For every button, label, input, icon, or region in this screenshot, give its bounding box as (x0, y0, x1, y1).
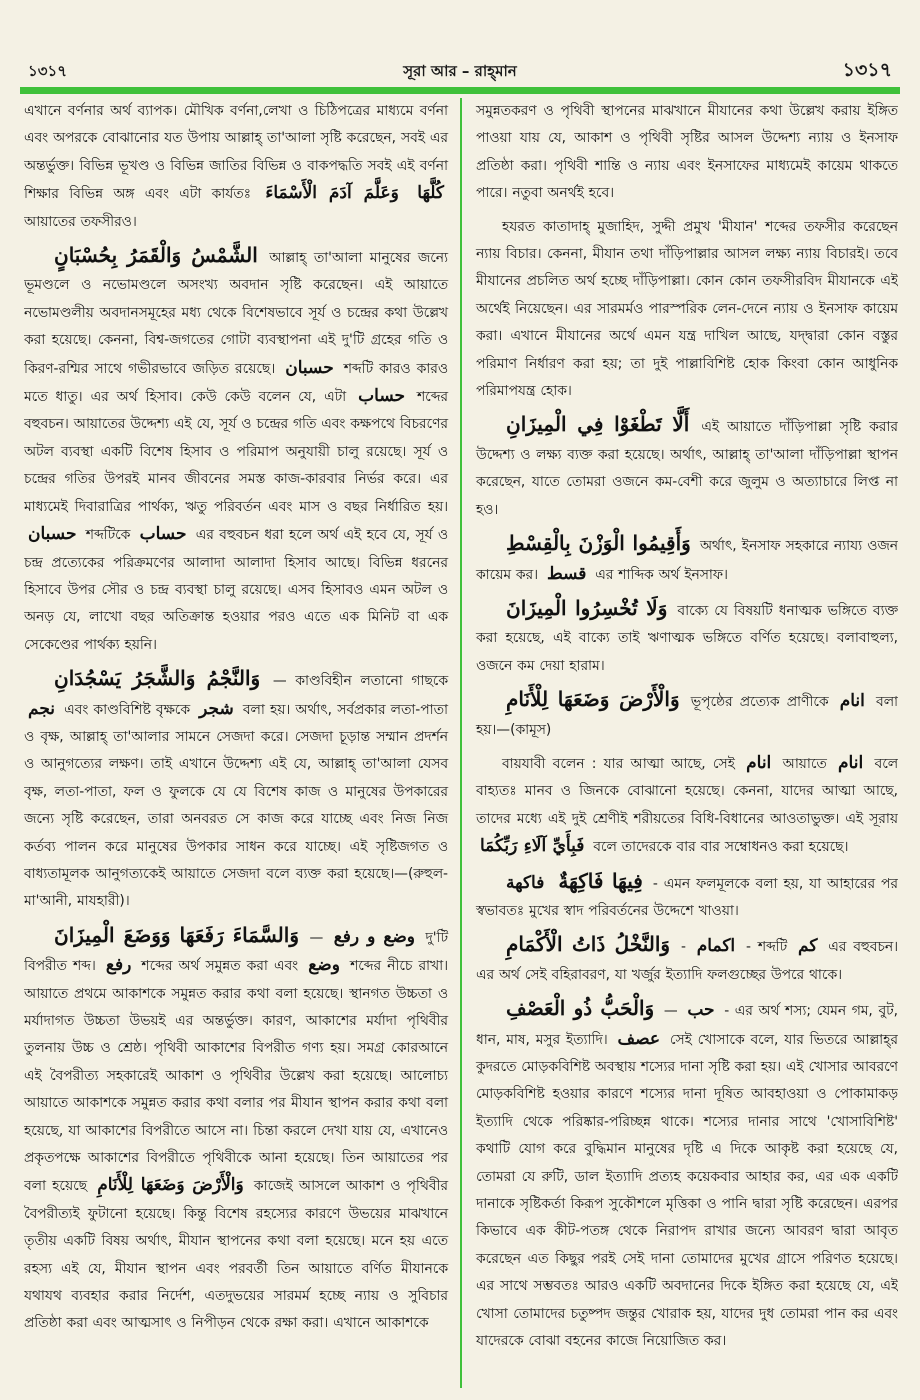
paragraph: أَلَّا تَطْغَوْا فِي الْمِيزَانِ এই আয়াতে দাঁড়িপাল্লা সৃষ্টি করার উদ্দেশ্য ও লক্ষ্য ব্যক্ত করা হয়েছে। অর্থাৎ, আল্লাহ্‌ তা'আলা দাঁড়িপাল্লা স্থাপন করেছেন, যাতে তোমরা ওজনে কম-বেশী করে জুলুম ও অত্যাচারে লিপ্ত না হও। (476, 412, 898, 518)
paragraph: হযরত কাতাদাহ্‌ মুজাহিদ, সুদ্দী প্রমুখ 'মীযান' শব্দের তফসীর করেছেন ন্যায় বিচার। কেননা, মীযান তথা দাঁড়িপাল্লার আসল লক্ষ্য ন্যায় বিচারই। তবে মীযানের প্রচলিত অর্থ হচ্ছে দাঁড়িপাল্লা। কোন কোন তফসীরবিদ মীযানকে এই অর্থেই নিয়েছেন। এর সারমর্মও পারস্পরিক লেন-দেনে ন্যায় ও ইনসাফ কায়েম করা। এখানে মীযানের অর্থে এমন যন্ত্র দাখিল আছে, যদ্দ্বারা কোন বস্তুর পরিমাণ নির্ধারণ করা হয়; তা দুই পাল্লাবিশিষ্ট হোক কিংবা কোন আধুনিক পরিমাপযন্ত্র হোক। (476, 218, 898, 400)
paragraph: وَالْحَبُّ ذُو الْعَصْفِ — حب - এর অর্থ শস্য; যেমন গম, বুট, ধান, মাষ, মসুর ইত্যাদি। عصف সেই খোসাকে বলে, যার ভিতরে আল্লাহ্‌র কুদরতে মোড়কবিশিষ্ট অবস্থায় শস্যের দানা সৃষ্টি করা হয়। এই খোসার আবরণে মোড়কবিশিষ্ট হওয়ার কারণে শস্যের দানা দূষিত আবহাওয়া ও পোকামাকড় ইত্যাদি থেকে পরিষ্কার-পরিচ্ছন্ন থাকে। শস্যের দানার সাথে 'খোসাবিশিষ্ট' কথাটি যোগ করে বুদ্ধিমান মানুষের দৃষ্টি এ দিকে আকৃষ্ট করা হয়েছে যে, তোমরা যে রুটি, ডাল ইত্যাদি প্রত্যহ কয়েকবার আহার কর, এর এক একটি দানাকে সৃষ্টিকর্তা কিরূপ সুকৌশলে মৃত্তিকা ও পানি দ্বারা সৃষ্টি করেছেন। এরপর কিভাবে এক কীট-পতঙ্গ থেকে নিরাপদ রাখার জন্যে আবরণ দ্বারা আবৃত করেছেন এত কিছুর পরই সেই দানা তোমাদের মুখের গ্রাসে পরিণত হয়েছে। এর সাথে সম্ভবতঃ আরও একটি অবদানের দিকে ইঙ্গিত করা হয়েছে যে, এই খোসা তোমাদের চতুষ্পদ জন্তুর খোরাক হয়, যাদের দুধ তোমরা পান কর এবং যাদেরকে বোঝা বহনের কাজে নিয়োজিত কর। (476, 996, 898, 1350)
right-column (466, 98, 898, 1388)
page-number-right: ১৩১৭ (842, 59, 892, 81)
paragraph: وَالنَّخْلُ ذَاتُ الْأَكْمَامِ - اكمام - শব্দটি كم এর বহুবচন। এর অর্থ সেই বহিরাবরণ, যা খর্জুর ইত্যাদি ফলগুচ্ছের উপরে থাকে। (476, 932, 898, 983)
paragraph: এখানে বর্ণনার অর্থ ব্যাপক। মৌখিক বর্ণনা,লেখা ও চিঠিপত্রের মাধ্যমে বর্ণনা এবং অপরকে বোঝানোর যত উপায় আল্লাহ্‌ তা'আলা সৃষ্টি করেছেন, সবই এর অন্তর্ভুক্ত। বিভিন্ন ভূখণ্ড ও বিভিন্ন জাতির বিভিন্ন ও বাকপদ্ধতি সবই এই বর্ণনা শিক্ষার বিভিন্ন অঙ্গ এবং এটা কার্যতঃ وَعَلَّمَ آدَمَ الْأَسْمَاءَ كُلَّهَا আয়াতের তফসীরও। (24, 103, 448, 230)
paragraph: الشَّمْسُ وَالْقَمَرُ بِحُسْبَانٍ আল্লাহ্‌ তা'আলা মানুষের জন্যে ভূমণ্ডলে ও নভোমণ্ডলে অসংখ্য অবদান সৃষ্টি করেছেন। এই আয়াতে নভোমণ্ডলীয় অবদানসমূহের মধ্য থেকে বিশেষভাবে সূর্য ও চন্দ্রের কথা উল্লেখ করা হয়েছে। কেননা, বিশ্ব-জগতের গোটা ব্যবস্থাপনা এই দু'টি গ্রহের গতি ও কিরণ-রশ্মির সাথে গভীরভাবে জড়িত রয়েছে। حسبان শব্দটি কারও কারও মতে ধাতু। এর অর্থ হিসাব। কেউ কেউ বলেন যে, এটা حساب শব্দের বহুবচন। আয়াতের উদ্দেশ্য এই যে, সূর্য ও চন্দ্রের গতি এবং কক্ষপথে বিচরণের অটল ব্যবস্থা একটি বিশেষ হিসাব ও পরিমাপ অনুযায়ী চালু রয়েছে। সূর্য ও চন্দ্রের গতির উপরই মানব জীবনের সমস্ত কাজ-কারবার নির্ভর করে। এর মাধ্যমেই দিবারাত্রির পার্থক্য, ঋতু পরিবর্তন এবং মাস ও বছর নির্ধারিত হয়। حسبان শব্দটিকে حساب এর বহুবচন ধরা হলে অর্থ এই হবে যে, সূর্য ও চন্দ্র প্রত্যেকের পরিক্রমণের আলাদা আলাদা হিসাব আছে। বিভিন্ন ধরনের হিসাবে উপর সৌর ও চন্দ্র ব্যবস্থা চালু রয়েছে। এসব হিসাবও এমন অটল ও অনড় যে, লাখো বছর অতিক্রান্ত হওয়ার পরও এতে এক মিনিট বা এক সেকেণ্ডের পার্থক্য হয়নি। (24, 243, 449, 653)
paragraph: وَلَا تُخْسِرُوا الْمِيزَانَ বাক্যে যে বিষয়টি ধনাত্মক ভঙ্গিতে ব্যক্ত করা হয়েছে, এই বাক্যে তাই ঋণাত্মক ভঙ্গিতে বর্ণিত হয়েছে। বলাবাহুল্য, ওজনে কম দেয়া হারাম। (476, 595, 898, 674)
paragraph: সমুন্নতকরণ ও পৃথিবী স্থাপনের মাঝখানে মীযানের কথা উল্লেখ করায় ইঙ্গিত পাওয়া যায় যে, আকাশ ও পৃথিবী সৃষ্টির আসল উদ্দেশ্য ন্যায় ও ইনসাফ প্রতিষ্ঠা করা। পৃথিবী শান্তি ও ন্যায় এবং ইনসাফের মাধ্যমেই কায়েম থাকতে পারে। নতুবা অনর্থই হবে। (476, 103, 898, 202)
paragraph: وَالسَّمَاءَ رَفَعَهَا وَوَضَعَ الْمِيزَانَ — وضع و رفع দু'টি বিপরীত শব্দ। رفع শব্দের অর্থ সমুন্নত করা এবং وضع শব্দের নীচে রাখা। আয়াতে প্রথমে আকাশকে সমুন্নত করার কথা বলা হয়েছে। স্থানগত উচ্চতা ও মর্যাদাগত উচ্চতা উভয়ই এর অন্তর্ভুক্ত। কারণ, আকাশের মর্যাদা পৃথিবীর তুলনায় উচ্চ ও শ্রেষ্ঠ। পৃথিবী আকাশের বিপরীত গণ্য হয়। সমগ্র কোরআনে এই বৈপরীত্য সহকারেই আকাশ ও পৃথিবীর উল্লেখ করা হয়েছে। আলোচ্য আয়াতে আকাশকে সমুন্নত করার কথা বলার পর মীযান স্থাপন করার কথা বলা হয়েছে, যা আকাশের বিপরীতে আসে না। চিন্তা করলে দেখা যায় যে, এখানেও প্রকৃতপক্ষে আকাশের বিপরীতে পৃথিবীকে আনা হয়েছে। তিন আয়াতের পর বলা হয়েছে وَالْأَرْضَ وَضَعَهَا لِلْأَنَامِ কাজেই আসলে আকাশ ও পৃথিবীর বৈপরীত্যই ফুটানো হয়েছে। কিন্তু বিশেষ রহস্যের কারণে উভয়ের মাঝখানে তৃতীয় একটি বিষয় অর্থাৎ, মীযান স্থাপনের কথা বলা হয়েছে। মনে হয় এতে রহস্য এই যে, মীযান স্থাপন এবং পরবর্তী তিন আয়াতে বর্ণিত মীযানকে যথাযথ ব্যবহার করার নির্দেশ, এতদুভয়ের সারমর্ম হচ্ছে ন্যায় ও সুবিচার প্রতিষ্ঠা করা এবং আত্মসাৎ ও নিপীড়ন থেকে রক্ষা করা। এখানে আকাশকে (24, 922, 449, 1332)
header-rule (20, 87, 900, 94)
page-number-left: ১৩১৭ (28, 62, 67, 80)
paragraph: وَالنَّجْمُ وَالشَّجَرُ يَسْجُدَانِ — কাণ্ডবিহীন লতানো গাছকে نجم এবং কাণ্ডবিশিষ্ট বৃক্ষকে شجر বলা হয়। অর্থাৎ, সর্বপ্রকার লতা-পাতা ও বৃক্ষ, আল্লাহ্‌ তা'আলার সামনে সেজদা করে। সেজদা চূড়ান্ত সম্মান প্রদর্শন ও আনুগত্যের লক্ষণ। তাই এখানে উদ্দেশ্য এই যে, আল্লাহ্‌ তা'আলা যেসব বৃক্ষ, লতা-পাতা, ফল ও ফুলকে যে যে বিশেষ কাজ ও মানুষের উপকারের জন্যে সৃষ্টি করেছেন, তারা অনবরত সে কাজ করে যাচ্ছে এবং নিজ নিজ কর্তব্য পালন করে মানুষের উপকার সাধন করে যাচ্ছে। এই সৃষ্টিজগত ও বাধ্যতামূলক আনুগত্যকেই আয়াতে সেজদা বলে ব্যক্ত করা হয়েছে।—(রুহুল-মা'আনী, মাযহারী)। (24, 666, 449, 910)
column-divider (460, 98, 462, 1388)
paragraph: فاكهة فِيهَا فَاكِهَةٌ - এমন ফলমূলকে বলা হয়, যা আহারের পর স্বভাবতঃ মুখের স্বাদ পরিবর্তনের উদ্দেশে খাওয়া। (476, 868, 898, 919)
surah-title: সূরা আর – রাহ্‌মান (403, 62, 517, 80)
paragraph: বায়যাবী বলেন : যার আত্মা আছে, সেই انام আয়াতে انام বলে বাহ্যতঃ মানব ও জিনকে বোঝানো হয়েছে। কেননা, যাদের আত্মা আছে, তাদের মধ্যে এই দুই শ্রেণীই শরীয়তের বিধি-বিধানের আওতাভুক্ত। এই সূরায় فَبِأَيِّ آلَاءِ رَبِّكُمَا বলে তাদেরকে বার বার সম্বোধনও করা হয়েছে। (476, 752, 898, 857)
paragraph: وَأَقِيمُوا الْوَزْنَ بِالْقِسْطِ অর্থাৎ, ইনসাফ সহকারে ন্যায্য ওজন কায়েম কর। قسط এর শাব্দিক অর্থ ইনসাফ। (476, 531, 898, 584)
left-column (24, 98, 456, 1388)
paragraph: وَالْأَرْضَ وَضَعَهَا لِلْأَنَامِ ভূপৃষ্ঠের প্রত্যেক প্রাণীকে انام বলা হয়।—(কামূস) (476, 687, 898, 738)
text-columns (24, 98, 900, 1388)
page-header (28, 60, 892, 86)
